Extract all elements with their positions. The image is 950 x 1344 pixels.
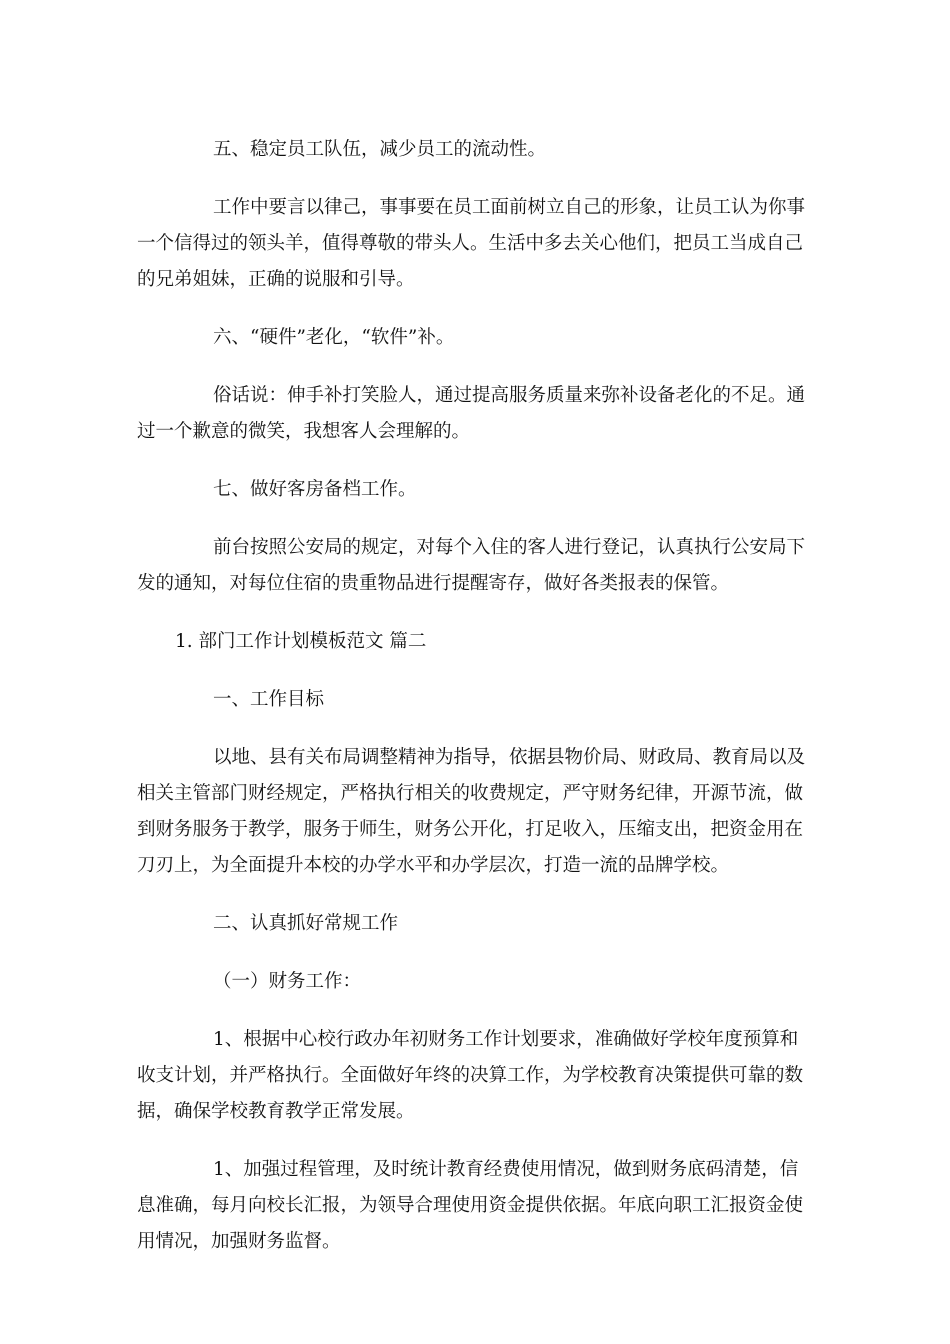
section-heading-goal: 一、工作目标 [213,689,325,710]
section-heading-routine: 二、认真抓好常规工作 [213,913,399,934]
paragraph-goal: 以地、县有关布局调整精神为指导，依据县物价局、财政局、教育局以及相关主管部门财经规定，严格执行相关的收费规定，严守财务纪律，开源节流，做到财务服务于教学，服务于师生，财务公开化，打足收入，压缩支出，把资金用在刀刃上，为全面提升本校的办学水平和办学层次，打造一流的品牌学校。 [137,747,806,876]
paragraph-process-management: 1、加强过程管理，及时统计教育经费使用情况，做到财务底码清楚，信息准确，每月向校长汇报，为领导合理使用资金提供依据。年底向职工汇报资金使用情况，加强财务监督。 [137,1159,804,1252]
section-heading-7: 七、做好客房备档工作。 [213,479,417,500]
subsection-heading-finance: （一）财务工作： [213,971,362,992]
list-heading-part-two: 1. 部门工作计划模板范文 篇二 [175,631,427,652]
document-body [137,132,813,1260]
section-heading-5: 五、稳定员工队伍，减少员工的流动性。 [213,139,547,160]
paragraph-registration: 前台按照公安局的规定，对每个入住的客人进行登记，认真执行公安局下发的通知，对每位住宿的贵重物品进行提醒寄存，做好各类报表的保管。 [137,537,806,594]
paragraph-staff-stability: 工作中要言以律己，事事要在员工面前树立自己的形象，让员工认为你事一个信得过的领头羊，值得尊敬的带头人。生活中多去关心他们，把员工当成自己的兄弟姐妹，正确的说服和引导。 [137,197,806,290]
paragraph-service-quality: 俗话说：伸手补打笑脸人，通过提高服务质量来弥补设备老化的不足。通过一个歉意的微笑，我想客人会理解的。 [137,385,806,442]
section-heading-6: 六、“硬件”老化，“软件”补。 [213,327,455,348]
paragraph-budget: 1、根据中心校行政办年初财务工作计划要求，准确做好学校年度预算和收支计划，并严格执行。全面做好年终的决算工作，为学校教育决策提供可靠的数据，确保学校教育教学正常发展。 [137,1029,804,1122]
